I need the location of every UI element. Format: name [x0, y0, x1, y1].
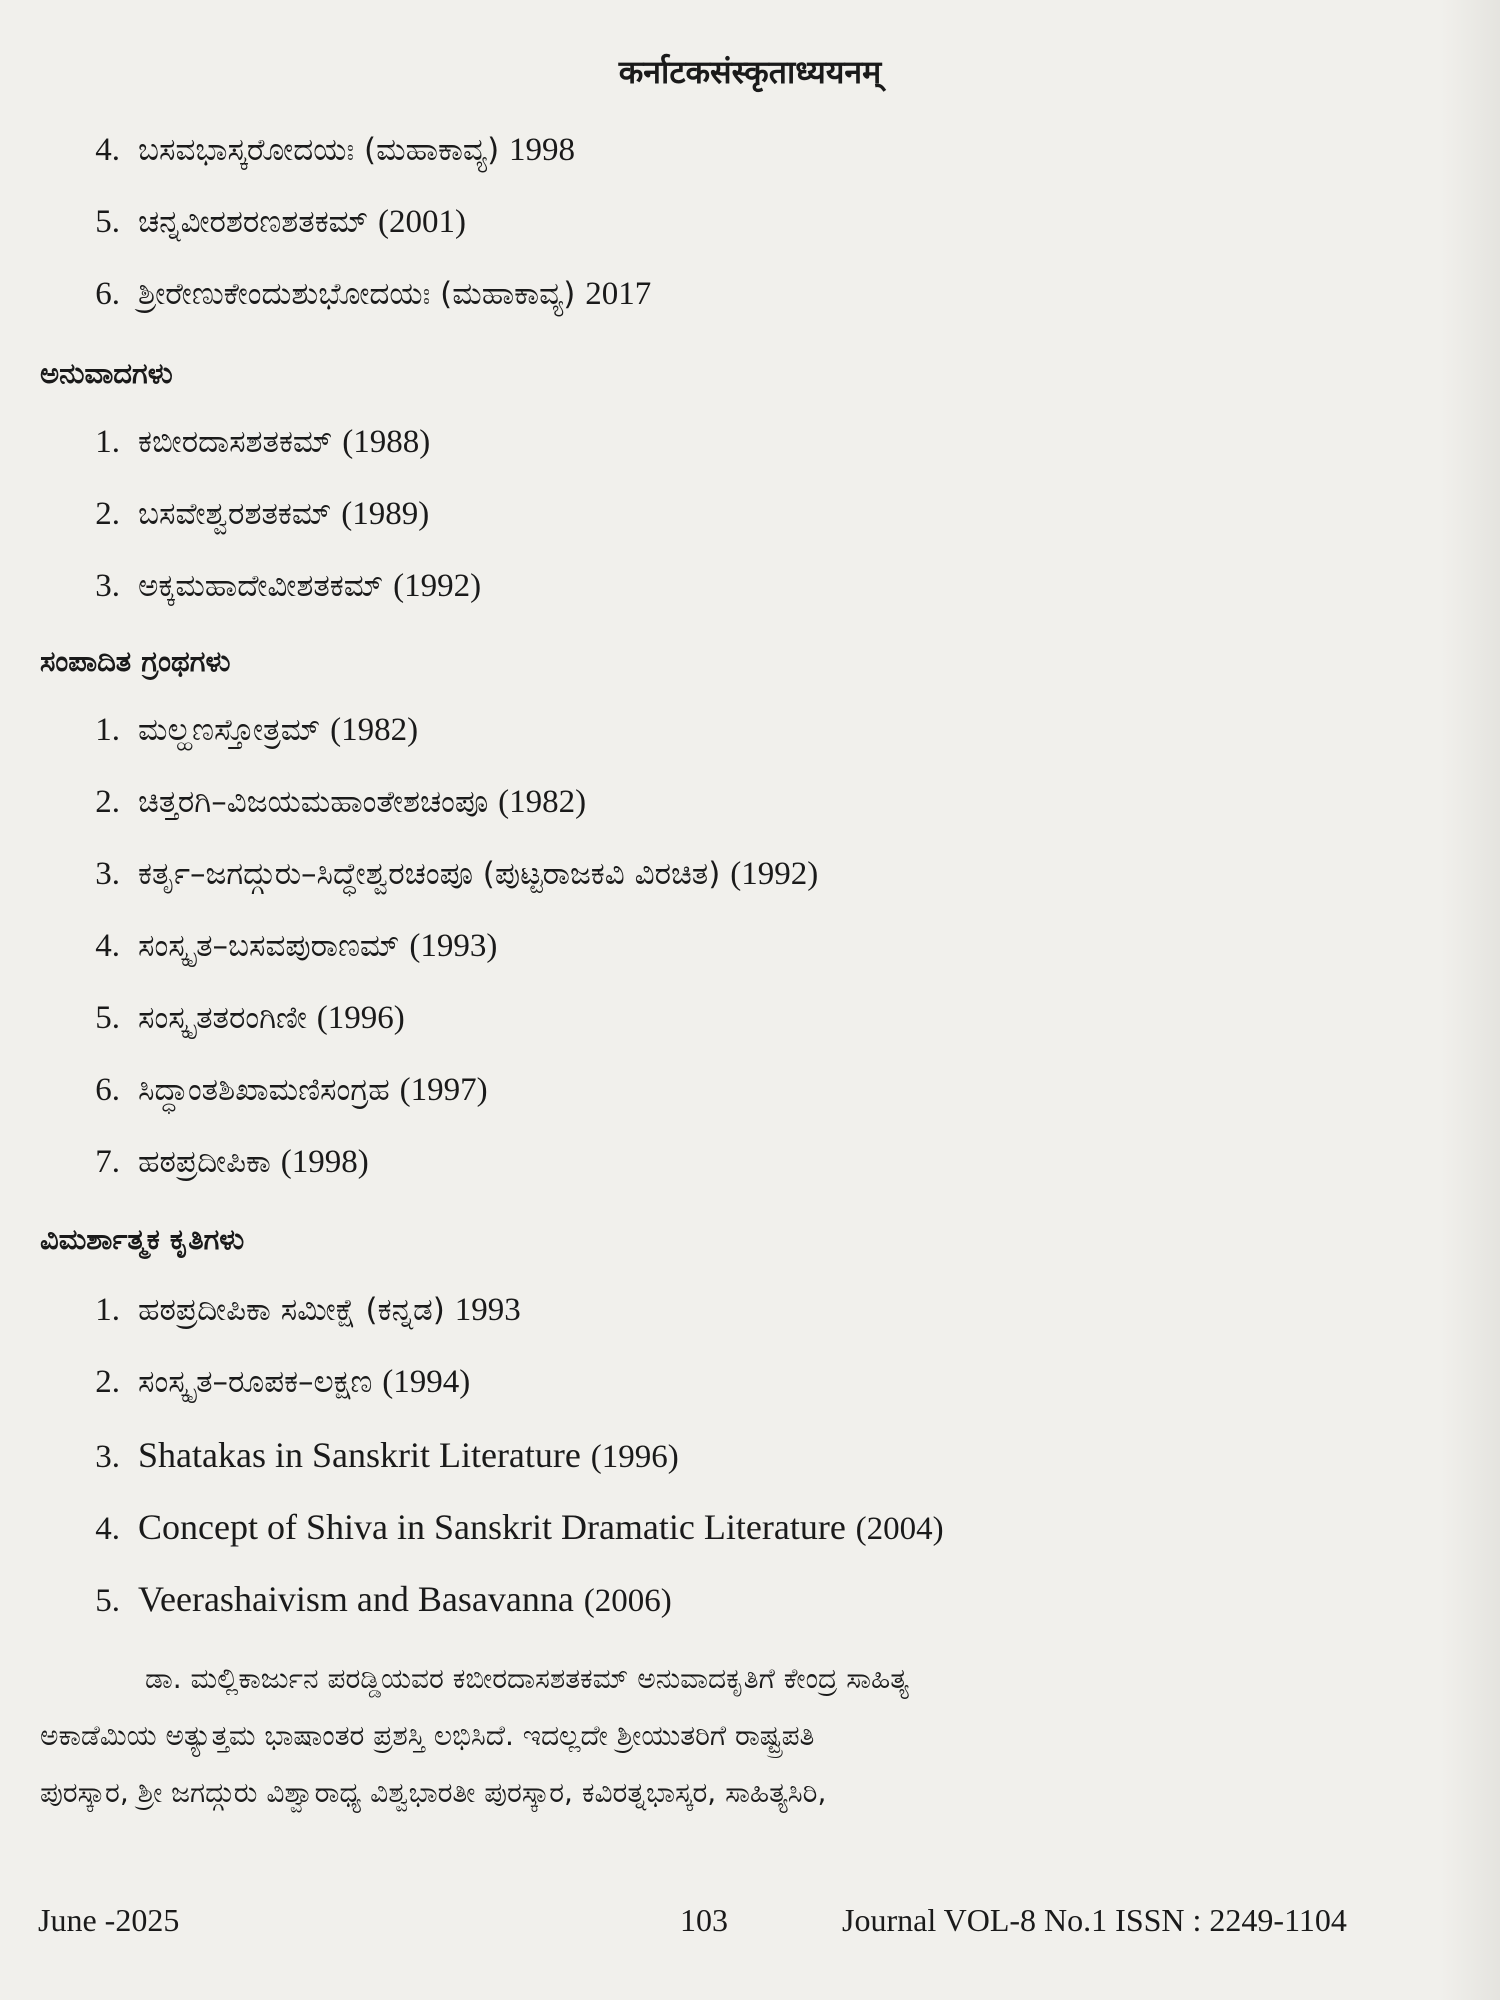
list-item: 4. ಬಸವಭಾಸ್ಕರೋದಯಃ (ಮಹಾಕಾವ್ಯ) 1998 — [95, 132, 576, 168]
footer-date: June -2025 — [38, 1902, 180, 1938]
section-heading-edited-works: ಸಂಪಾದಿತ ಗ್ರಂಥಗಳು — [40, 644, 231, 678]
list-item: 4. Concept of Shiva in Sanskrit Dramatic Literature (2004) — [95, 1507, 944, 1547]
list-item: 5. ಸಂಸ್ಕೃತತರಂಗಿಣೀ (1996) — [95, 1000, 405, 1036]
page-header-title: कर्नाटकसंस्कृताध्ययनम् — [618, 53, 882, 91]
footer-journal-info: Journal VOL-8 No.1 ISSN : 2249-1104 — [842, 1902, 1347, 1938]
footer-page-number: 103 — [680, 1902, 728, 1938]
list-item: 6. ಸಿದ್ಧಾಂತಶಿಖಾಮಣಿಸಂಗ್ರಹ (1997) — [95, 1072, 488, 1108]
list-item: 7. ಹಠಪ್ರದೀಪಿಕಾ (1998) — [95, 1144, 369, 1180]
list-item: 5. Veerashaivism and Basavanna (2006) — [95, 1579, 672, 1619]
section-heading-critical-works: ವಿಮರ್ಶಾತ್ಮಕ ಕೃತಿಗಳು — [40, 1222, 245, 1256]
list-item: 3. Shatakas in Sanskrit Literature (1996) — [95, 1435, 679, 1475]
list-item: 2. ಬಸವೇಶ್ವರಶತಕಮ್ (1989) — [95, 496, 430, 532]
list-item: 5. ಚನ್ನವೀರಶರಣಶತಕಮ್ (2001) — [95, 204, 467, 240]
list-item: 3. ಕರ್ತೃ–ಜಗದ್ಗುರು–ಸಿದ್ಧೇಶ್ವರಚಂಪೂ (ಪುಟ್ಟರಾಜಕವಿ ವಿರಚಿತ) (1992) — [95, 856, 819, 892]
list-item: 1. ಮಲ್ಹಣಸ್ತೋತ್ರಮ್ (1982) — [95, 712, 419, 748]
list-item: 1. ಹಠಪ್ರದೀಪಿಕಾ ಸಮೀಕ್ಷೆ (ಕನ್ನಡ) 1993 — [95, 1292, 521, 1328]
list-item: 1. ಕಬೀರದಾಸಶತಕಮ್ (1988) — [95, 424, 431, 460]
list-item: 4. ಸಂಸ್ಕೃತ–ಬಸವಪುರಾಣಮ್ (1993) — [95, 928, 498, 964]
section-heading-translations: ಅನುವಾದಗಳು — [40, 356, 173, 390]
list-item: 6. ಶ್ರೀರೇಣುಕೇಂದುಶುಭೋದಯಃ (ಮಹಾಕಾವ್ಯ) 2017 — [95, 276, 652, 312]
paragraph-line: ಅಕಾಡೆಮಿಯ ಅತ್ಯುತ್ತಮ ಭಾಷಾಂತರ ಪ್ರಶಸ್ತಿ ಲಭಿಸಿದೆ. ಇದಲ್ಲದೇ ಶ್ರೀಯುತರಿಗೆ ರಾಷ್ಟ್ರಪತಿ — [40, 1719, 815, 1752]
paragraph-line: ಡಾ. ಮಲ್ಲಿಕಾರ್ಜುನ ಪರಡ್ಡಿಯವರ ಕಬೀರದಾಸಶತಕಮ್ ಅನುವಾದಕೃತಿಗೆ ಕೇಂದ್ರ ಸಾಹಿತ್ಯ — [145, 1662, 909, 1695]
body-paragraph — [40, 1650, 1450, 1821]
list-item: 2. ಚಿತ್ತರಗಿ–ವಿಜಯಮಹಾಂತೇಶಚಂಪೂ (1982) — [95, 784, 587, 820]
list-item: 3. ಅಕ್ಕಮಹಾದೇವೀಶತಕಮ್ (1992) — [95, 568, 482, 604]
paragraph-line: ಪುರಸ್ಕಾರ, ಶ್ರೀ ಜಗದ್ಗುರು ವಿಶ್ವಾರಾಧ್ಯ ವಿಶ್ವಭಾರತೀ ಪುರಸ್ಕಾರ, ಕವಿರತ್ನಭಾಸ್ಕರ, ಸಾಹಿತ್ಯಸಿರಿ, — [40, 1776, 827, 1809]
list-item: 2. ಸಂಸ್ಕೃತ–ರೂಪಕ–ಲಕ್ಷಣ (1994) — [95, 1364, 471, 1400]
